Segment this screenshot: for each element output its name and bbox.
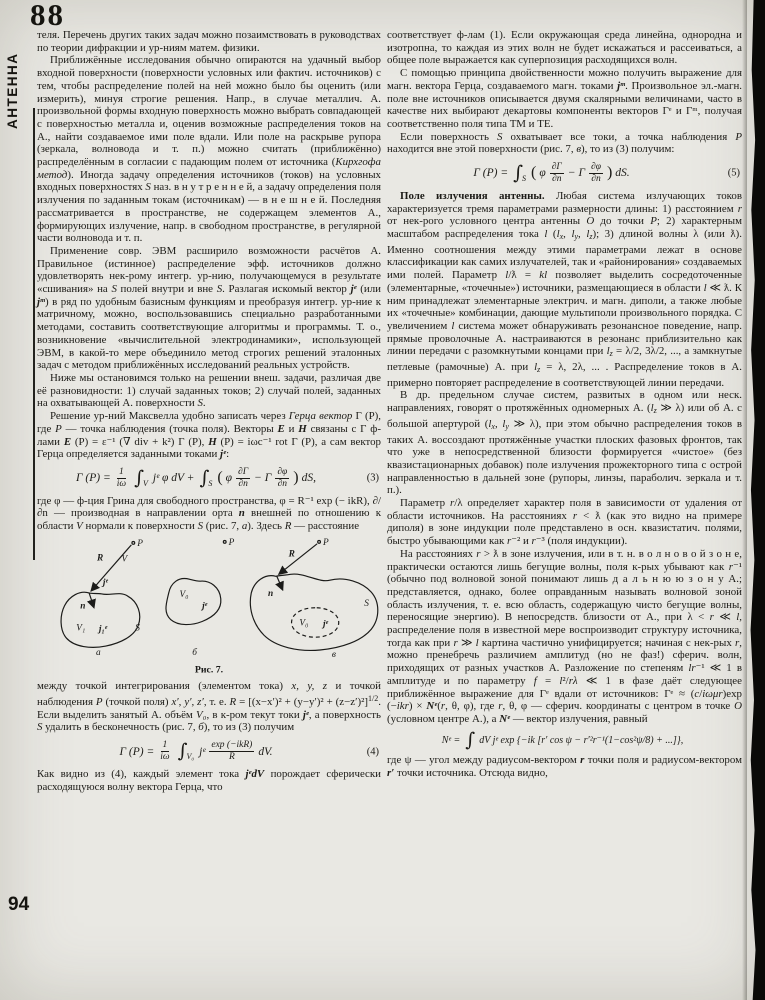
paragraph: В др. предельном случае систем, развитых в одном или неск. направлениях, говорят о протяжённых одномерных А. (lz ≫ λ) или об А. с большой апертурой (lx, ly ≫ λ), при этом обычно распределения токов в таких А. воссоздают протяжённые участки плоских фазовых фронтов, так что уже в непосредственной близости формируется «чистое» (без квазистационарных добавок) поле излучения прожекторного типа с острой направленностью в дальней зоне (рупоры, линзы, параболич. зеркала и т. п.). <box>387 389 742 497</box>
equation: Γ (P) = $\frac{1}{i\omega}$ ∫ V₀ jᵉ $\frac{\text{exp (−ikR)}}{R}$ dV. (4) <box>119 740 379 763</box>
fig-label-je-b: jᵉ <box>202 601 208 612</box>
fig-label-P-b: P <box>228 537 235 548</box>
page-number-bottom: 94 <box>8 894 30 915</box>
fig-label-P-v: P <box>323 537 329 548</box>
equation: Γ (P) = $\frac{1}{i\omega}$ ∫ V jᵉ φ dV + ∫ S ( φ $\frac{\partial\Gamma}{\partial n}$ − Γ $\frac{\partial\varphi}{\partial n}$ ) dS, (3) <box>76 466 379 489</box>
paragraph: теля. Перечень других таких задач можно позаимствовать в руководствах по теории дифракции и ур-ниям матем. физики. <box>37 29 381 54</box>
paragraph: Как видно из (4), каждый элемент тока jᵉdV порождает сферически расходящуюся волну вектора Герца, что <box>37 767 382 793</box>
page-number-top: 88 <box>30 0 65 32</box>
fig-arrow-R-v <box>279 544 317 574</box>
margin-label-antenna: АНТЕННА <box>5 52 20 129</box>
fig-blob-v <box>250 574 377 650</box>
fig-label-S-a: S <box>135 623 140 634</box>
fig-label-V-a: V <box>121 554 128 565</box>
paragraph: Если поверхность S охватывает все токи, а точка наблюдения P находится вне этой поверхности (рис. 7, в), то из (3) получим: <box>387 130 742 156</box>
fig-label-R-a: R <box>96 553 104 564</box>
fig-label-P-a: P <box>137 538 143 549</box>
figure-caption: Рис. 7. <box>194 664 224 676</box>
fig-label-V0-v: V₀ <box>299 618 309 629</box>
paragraph: Параметр r/λ определяет характер поля в зависимости от удаления от области источников. На расстояниях r < ƛ (как это видно на примере диполя) в зоне индукции поле представлено в осн. квазистатич. полями, быстро убывающими как r⁻² и r⁻³ (поля индукции). <box>387 497 742 548</box>
paragraph: где φ — ф-ция Грина для свободного пространства, φ = R⁻¹ exp (− ikR), ∂/∂n — производная в направлении орта n внешней по отношению к области V нормали к поверхности S (рис. 7, а). Здесь R — расстояние <box>37 494 381 533</box>
equation-number: (3) <box>366 472 379 484</box>
equation-number: (5) <box>727 167 740 179</box>
fig-label-v: в <box>331 649 336 660</box>
fig-point-P-b <box>223 540 226 543</box>
fig-blob-a <box>61 592 140 647</box>
paragraph: На расстояниях r > ƛ в зоне излучения, или в т. н. в о л н о в о й з о н е, практически остаются лишь бегущие волны, поля к-рых убывают как r⁻¹ (обычно под волновой зоной понимают лишь д а л ь н ю ю з о н у А.; представляется, однако, более оправданным называть волновой зоной область излучения, т. е. всю область, содержащую чисто бегущие волны, переносящие энергию). В непосредств. близости от А., при λ < r ≪ l, распределение поля в известной мере воспроизводит структуру источника, тогда как при r ≫ l картина частично унифицируется; начиная с нек-рых r, можно пренебречь различием амплитуд (но не фаз!) сферич. волн, приходящих от разных участков А. Разложение по степеням lr⁻¹ ≪ 1 в амплитуде и по параметру f = l²/rλ ≪ 1 в фазе даёт следующее приближённое выражение для Γᵉ вдали от источников: Γᵉ ≈ (c/iωμr)exp (−ikr) × Nᵉ(r, θ, φ), где r, θ, φ — сферич. координаты с центром в точке O (условном центре А.), а Nᵉ — вектор излучения, равный <box>387 547 742 725</box>
paragraph: Поле излучения антенны. Любая система излучающих токов характеризуется тремя параметрами размерности длины: 1) расстоянием r от нек-рого условного центра антенны O до точки P; 2) характерным масштабом распределения тока l (lx, ly, lz); 3) длиной волны λ (или ƛ). Именно соотношения между этими параметрами лежат в основе классификации как самих излучателей, так и «районирования» создаваемых ими полей. Параметр l/ƛ = kl позволяет выделить сосредоточенные (элементарные, «точечные») источники, размещающиеся в области l ≪ ƛ. К ним принадлежат элементарные электрич. и магн. диполи, а также любые их «точечные» комбинации, дающие мультиполи произвольного порядка. С увеличением l система может обнаруживать резонансное поведение, напр. прямые проволочные А. настраиваются в резонанс приблизительно как линии передачи с разомкнутыми концами при lz = λ/2, 3λ/2, ..., а замкнутые петлевые (рамочные) А. при lz = λ, 2λ, ... . Распределение токов в А. примерно повторяет распределение в соответствующей линии передачи. <box>387 189 743 389</box>
paragraph: между точкой интегрирования (элементом тока) x, y, z и точкой наблюдения P (точкой поля) x′, y′, z′, т. е. $R = [(x-x')^2 + (y-y')^2 + (z-z')^2]^{1/2}$. Если выделить занятый А. объём V₀, в к-ром текут токи jᵉ, а поверхность S удалить в бесконечность (рис. 7, б), то из (3) получим <box>37 680 381 734</box>
fig-point-P-v <box>318 540 321 543</box>
left-column <box>37 29 381 793</box>
equation: Γ (P) = ∫ S ( φ $\frac{\partial\Gamma}{\partial n}$ − Γ $\frac{\partial\varphi}{\partial n}$ ) dS. (5) <box>473 161 740 184</box>
fig-blob-b <box>166 578 221 624</box>
paragraph: Приближённые исследования обычно опираются на удачный выбор входной поверхности (поверхности условных или фактич. источников) с тем, чтобы распределение полей на ней можно было бы оценить (или измерить), минуя строгие решения. Напр., в случае металлич. А. произвольной формы входную поверхность можно выбрать совпадающей с поверхностью металла и, оценив возможные распределения токов на А., найти создаваемое ими поле вдали. Или поле на раскрыве рупора (зеркала, волновода и т. п.) можно считать (приближённо) распределённым в согласии с падающим полем от источника (Кирхгофа метод). Иногда задачу определения источников (токов) на условных входных поверхностях S наз. в н у т р е н н е й, а задачу определения поля излучения по заданным токам (источникам) — в н е ш н е й. Последняя рассматривается в пространстве, не содержащем элементов А., формирующих излучение, напр. в свободном пространстве, в регулярной части волновода и т. п. <box>37 54 382 245</box>
page-edge-shadow <box>742 0 747 1000</box>
equation: Nᵉ = ∫ dV jᵉ exp {−ik [r′ cos ψ − r′²r⁻¹(1−cos²ψ/8) + ...]}, <box>441 728 684 751</box>
margin-rule <box>33 108 35 560</box>
fig-point-P-a <box>132 541 135 544</box>
paragraph: Применение совр. ЭВМ расширило возможности расчётов А. Правильное (истинное) распределение эфф. источников должно удовлетворять нек-рому интегр. ур-нию, получающемуся в результате «сшивания» на S полей внутри и вне S. Разлагая искомый вектор jᵉ (или jᵐ) в ряд по удобным базисным функциям и преобразуя интегр. ур-ние к матричному, можно, воспользовавшись специально разработанными методами, составить соответствующие алгоритмы и программы. Т. о., возникновение «вычислительной электродинамики», использующей ЭВМ, в какой-то мере объединило метод строгих решений эталонных задач с методом приближённых исследований реальных устройств. <box>37 244 381 372</box>
fig-arrow-n-v <box>277 576 283 590</box>
fig-label-V0-b: V₀ <box>179 589 189 600</box>
fig-label-n-a: n <box>80 601 86 612</box>
paragraph: Ниже мы остановимся только на решении внеш. задачи, различая две её разновидности: 1) случай заданных токов; 2) случай полей, заданных на охватывающей А. поверхности S. <box>37 371 381 410</box>
fig-label-je-a: jᵉ <box>102 577 109 588</box>
right-column <box>387 29 742 779</box>
fig-label-b: б <box>192 647 197 658</box>
fig-label-S-v: S <box>364 598 369 609</box>
paragraph: где ψ — угол между радиусом-вектором r точки поля и радиусом-вектором r′ точки источника. Отсюда видно, <box>387 753 742 779</box>
fig-arrow-n-a <box>89 593 94 608</box>
fig-label-V1-a: V₁ <box>76 623 86 634</box>
fig-label-je-v: jᵉ <box>323 619 329 630</box>
fig-label-R-v: R <box>288 549 295 560</box>
fig-label-j1e-a: j₁ᵉ <box>98 624 108 635</box>
figure-7 <box>37 535 381 680</box>
fig-label-a: а <box>95 647 101 658</box>
equation-number: (4) <box>366 746 379 758</box>
binding-edge <box>746 0 765 1000</box>
fig-label-n-v: n <box>267 588 274 599</box>
paragraph: С помощью принципа двойственности можно получить выражение для магн. вектора Герца, создаваемого магн. токами jᵐ. Произвольное эл.-магн. поле вне источников описывается двумя скалярными величинами, часто в качестве них выбирают декартовы компоненты векторов Γᵉ и Γᵐ, получая соответственно поля типа ТМ и ТЕ. <box>387 67 742 130</box>
paragraph: Решение ур-ний Максвелла удобно записать через Герца вектор Γ (P), где P — точка наблюдения (точка поля). Векторы E и H связаны с Γ ф-лами E (P) = ε⁻¹ (∇ div + k²) Γ (P), H (P) = iωc⁻¹ rot Γ (P), а сам вектор Герца определяется заданными токами jᵉ: <box>37 410 381 461</box>
paragraph: соответствует ф-лам (1). Если окружающая среда линейна, однородна и изотропна, то каждая из этих волн не будет искажаться и рассеиваться, а общее поле выражается как суперпозиция расходящихся волн. <box>387 29 742 67</box>
fig-arrow-R-a <box>91 545 131 591</box>
